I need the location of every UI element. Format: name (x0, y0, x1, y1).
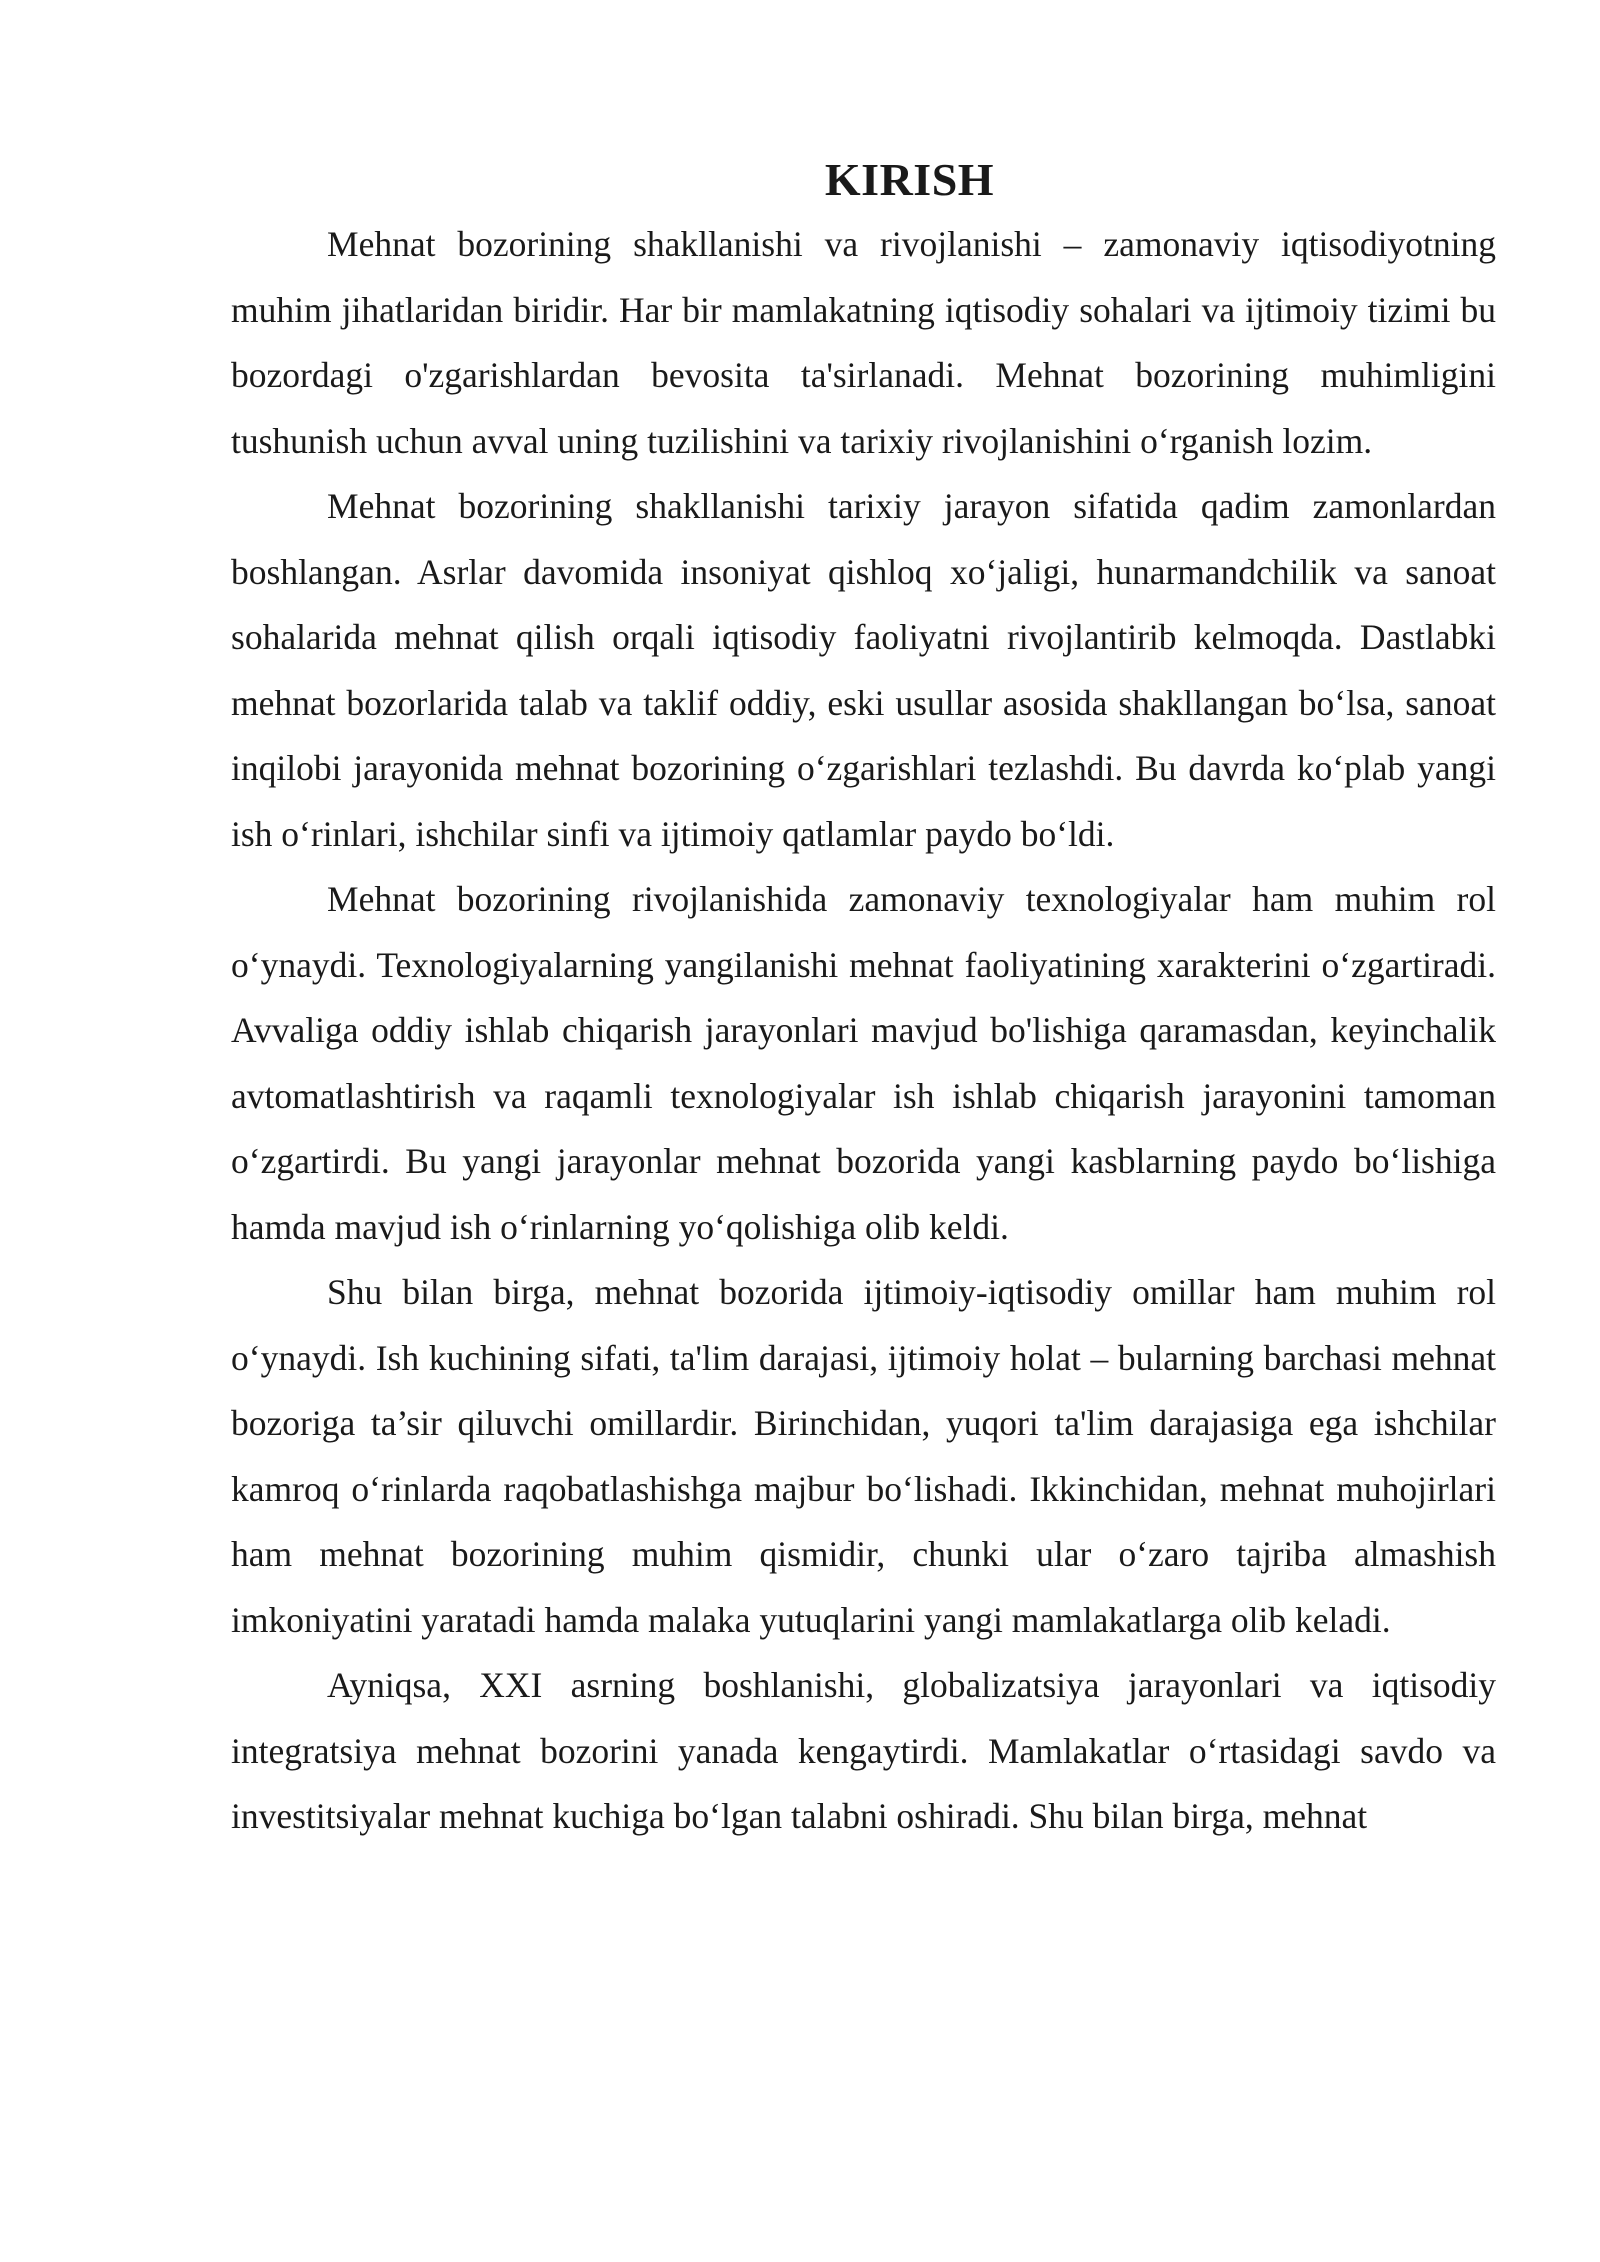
paragraph-5: Ayniqsa, XXI asrning boshlanishi, globalizatsiya jarayonlari va iqtisodiy integratsiya mehnat bozorini yanada kengaytirdi. Mamlakatlar o‘rtasidagi savdo va investitsiyalar mehnat kuchiga bo‘lgan talabni oshiradi. Shu bilan birga, mehnat (231, 1665, 1496, 1836)
document-body (231, 150, 1496, 1850)
paragraph-4: Shu bilan birga, mehnat bozorida ijtimoiy-iqtisodiy omillar ham muhim rol o‘ynaydi. Ish kuchining sifati, ta'lim darajasi, ijtimoiy holat – bularning barchasi mehnat bozoriga ta’sir qiluvchi omillardir. Birinchidan, yuqori ta'lim darajasiga ega ishchilar kamroq o‘rinlarda raqobatlashishga majbur bo‘lishadi. Ikkinchidan, mehnat muhojirlari ham mehnat bozorining muhim qismidir, chunki ular o‘zaro tajriba almashish imkoniyatini yaratadi hamda malaka yutuqlarini yangi mamlakatlarga olib keladi. (231, 1272, 1496, 1640)
paragraph-2: Mehnat bozorining shakllanishi tarixiy jarayon sifatida qadim zamonlardan boshlangan. Asrlar davomida insoniyat qishloq xo‘jaligi, hunarmandchilik va sanoat sohalarida mehnat qilish orqali iqtisodiy faoliyatni rivojlantirib kelmoqda. Dastlabki mehnat bozorlarida talab va taklif oddiy, eski usullar asosida shakllangan bo‘lsa, sanoat inqilobi jarayonida mehnat bozorining o‘zgarishlari tezlashdi. Bu davrda ko‘plab yangi ish o‘rinlari, ishchilar sinfi va ijtimoiy qatlamlar paydo bo‘ldi. (231, 486, 1496, 854)
paragraph-1: Mehnat bozorining shakllanishi va rivojlanishi – zamonaviy iqtisodiyotning muhim jihatlaridan biridir. Har bir mamlakatning iqtisodiy sohalari va ijtimoiy tizimi bu bozordagi o'zgarishlardan bevosita ta'sirlanadi. Mehnat bozorining muhimligini tushunish uchun avval uning tuzilishini va tarixiy rivojlanishini o‘rganish lozim. (231, 224, 1496, 461)
document-title: KIRISH (824, 154, 995, 205)
paragraph-3: Mehnat bozorining rivojlanishida zamonaviy texnologiyalar ham muhim rol o‘ynaydi. Texnologiyalarning yangilanishi mehnat faoliyatining xarakterini o‘zgartiradi. Avvaliga oddiy ishlab chiqarish jarayonlari mavjud bo'lishiga qaramasdan, keyinchalik avtomatlashtirish va raqamli texnologiyalar ish ishlab chiqarish jarayonini tamoman o‘zgartirdi. Bu yangi jarayonlar mehnat bozorida yangi kasblarning paydo bo‘lishiga hamda mavjud ish o‘rinlarning yo‘qolishiga olib keldi. (231, 879, 1496, 1247)
